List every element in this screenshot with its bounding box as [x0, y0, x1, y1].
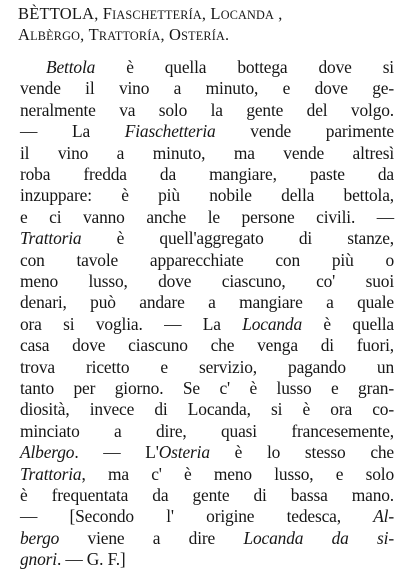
text-run: denari, può andare a mangiare a quale [20, 292, 394, 313]
italic-term: bergo [20, 527, 60, 548]
heading-segment: , [80, 26, 89, 44]
heading-segment: STERÍA [181, 29, 225, 43]
italic-term: Bettola [46, 57, 96, 77]
text-line [20, 226, 394, 250]
text-run: . — G. F.] [56, 549, 126, 570]
heading-segment: L [210, 4, 221, 23]
heading-segment: BÈTTOLA [18, 4, 95, 23]
text-run: è frequentata da gente di bassa mano. [20, 485, 394, 505]
text-line [20, 397, 394, 421]
heading-segment: IASCHETTERÍA [112, 8, 202, 22]
text-run: con tavole apparecchiate con più o [20, 249, 394, 270]
italic-term: gnori [20, 549, 57, 570]
italic-term: Osteria [158, 442, 210, 463]
heading-segment: LBÈRGO [30, 29, 81, 43]
text-line [20, 183, 394, 207]
text-run: — [Secondo l' origine tedesca, [20, 506, 374, 527]
text-line [20, 376, 394, 400]
text-line [20, 162, 394, 186]
text-line [20, 141, 394, 165]
heading-segment: . [224, 26, 230, 44]
text-line [20, 119, 394, 143]
text-line [20, 547, 394, 571]
text-line [20, 526, 394, 550]
heading-segment: , [274, 5, 283, 23]
text-run: roba fredda da mangiare, paste da [20, 164, 394, 184]
text-run: il vino a minuto, ma vende altresì [20, 142, 394, 163]
heading-segment: OCANDA [220, 8, 275, 22]
italic-term: Al- [373, 506, 394, 527]
italic-term: Locanda da si- [243, 527, 394, 548]
text-run: viene a dire [59, 527, 244, 548]
italic-term: Locanda [242, 313, 303, 334]
entry-heading-line-2 [18, 25, 229, 45]
italic-term: Albergo [20, 442, 75, 463]
italic-term: Fiaschetteria [124, 121, 216, 142]
text-line [20, 205, 394, 229]
text-line [20, 483, 394, 507]
text-line [20, 312, 394, 336]
heading-segment: , [94, 5, 103, 23]
text-run: ora si voglia. — La [20, 313, 243, 334]
text-run: è quella [302, 313, 395, 334]
heading-segment: A [18, 25, 31, 44]
text-run: meno lusso, dove ciascuno, co' suoi [20, 271, 394, 291]
text-run: è quell'aggregato di stanze, [81, 228, 394, 249]
text-line [46, 55, 394, 79]
text-line [20, 76, 394, 100]
heading-segment: O [169, 25, 182, 44]
text-run: minciato a dire, quasi francesemente, [20, 420, 394, 441]
heading-segment: RATTORÍA [98, 29, 161, 43]
text-run: vende parimente [215, 121, 394, 142]
text-run: trova ricetto e servizio, pagando un [20, 356, 394, 377]
text-run: vende il vino a minuto, e dove ge- [20, 78, 394, 99]
text-run: neralmente va solo la gente del volgo. [20, 99, 394, 120]
text-line [20, 504, 394, 528]
entry-heading-line-1 [18, 4, 283, 24]
text-line [20, 290, 394, 314]
heading-segment: , [201, 5, 211, 23]
text-line [20, 248, 394, 272]
heading-segment: , [160, 26, 169, 44]
text-line [20, 269, 394, 293]
italic-term: Trattoria [20, 463, 82, 484]
text-run: inzuppare: è più nobile della bettola, [20, 185, 394, 206]
text-line [20, 440, 394, 464]
text-run: è lo stesso che [209, 442, 395, 463]
italic-term: Trattoria [20, 228, 82, 249]
heading-segment: F [102, 4, 113, 23]
text-run: . — L' [74, 442, 159, 463]
text-run: tanto per giorno. Se c' è lusso e gran- [20, 378, 394, 398]
text-line [20, 98, 394, 122]
text-run: diosità, invece di Locanda, si è ora co- [20, 399, 394, 420]
heading-segment: T [88, 25, 99, 44]
text-line [20, 333, 394, 357]
text-run: casa dove ciascuno che venga di fuori, [20, 335, 394, 356]
text-run: , ma c' è meno lusso, e solo [81, 463, 394, 484]
text-line [20, 419, 394, 443]
text-run: è quella bottega dove si [95, 57, 394, 77]
text-run: — La [20, 121, 125, 142]
text-run: e ci vanno anche le persone civili. — [20, 206, 394, 227]
text-line [20, 462, 394, 486]
text-line [20, 355, 394, 379]
